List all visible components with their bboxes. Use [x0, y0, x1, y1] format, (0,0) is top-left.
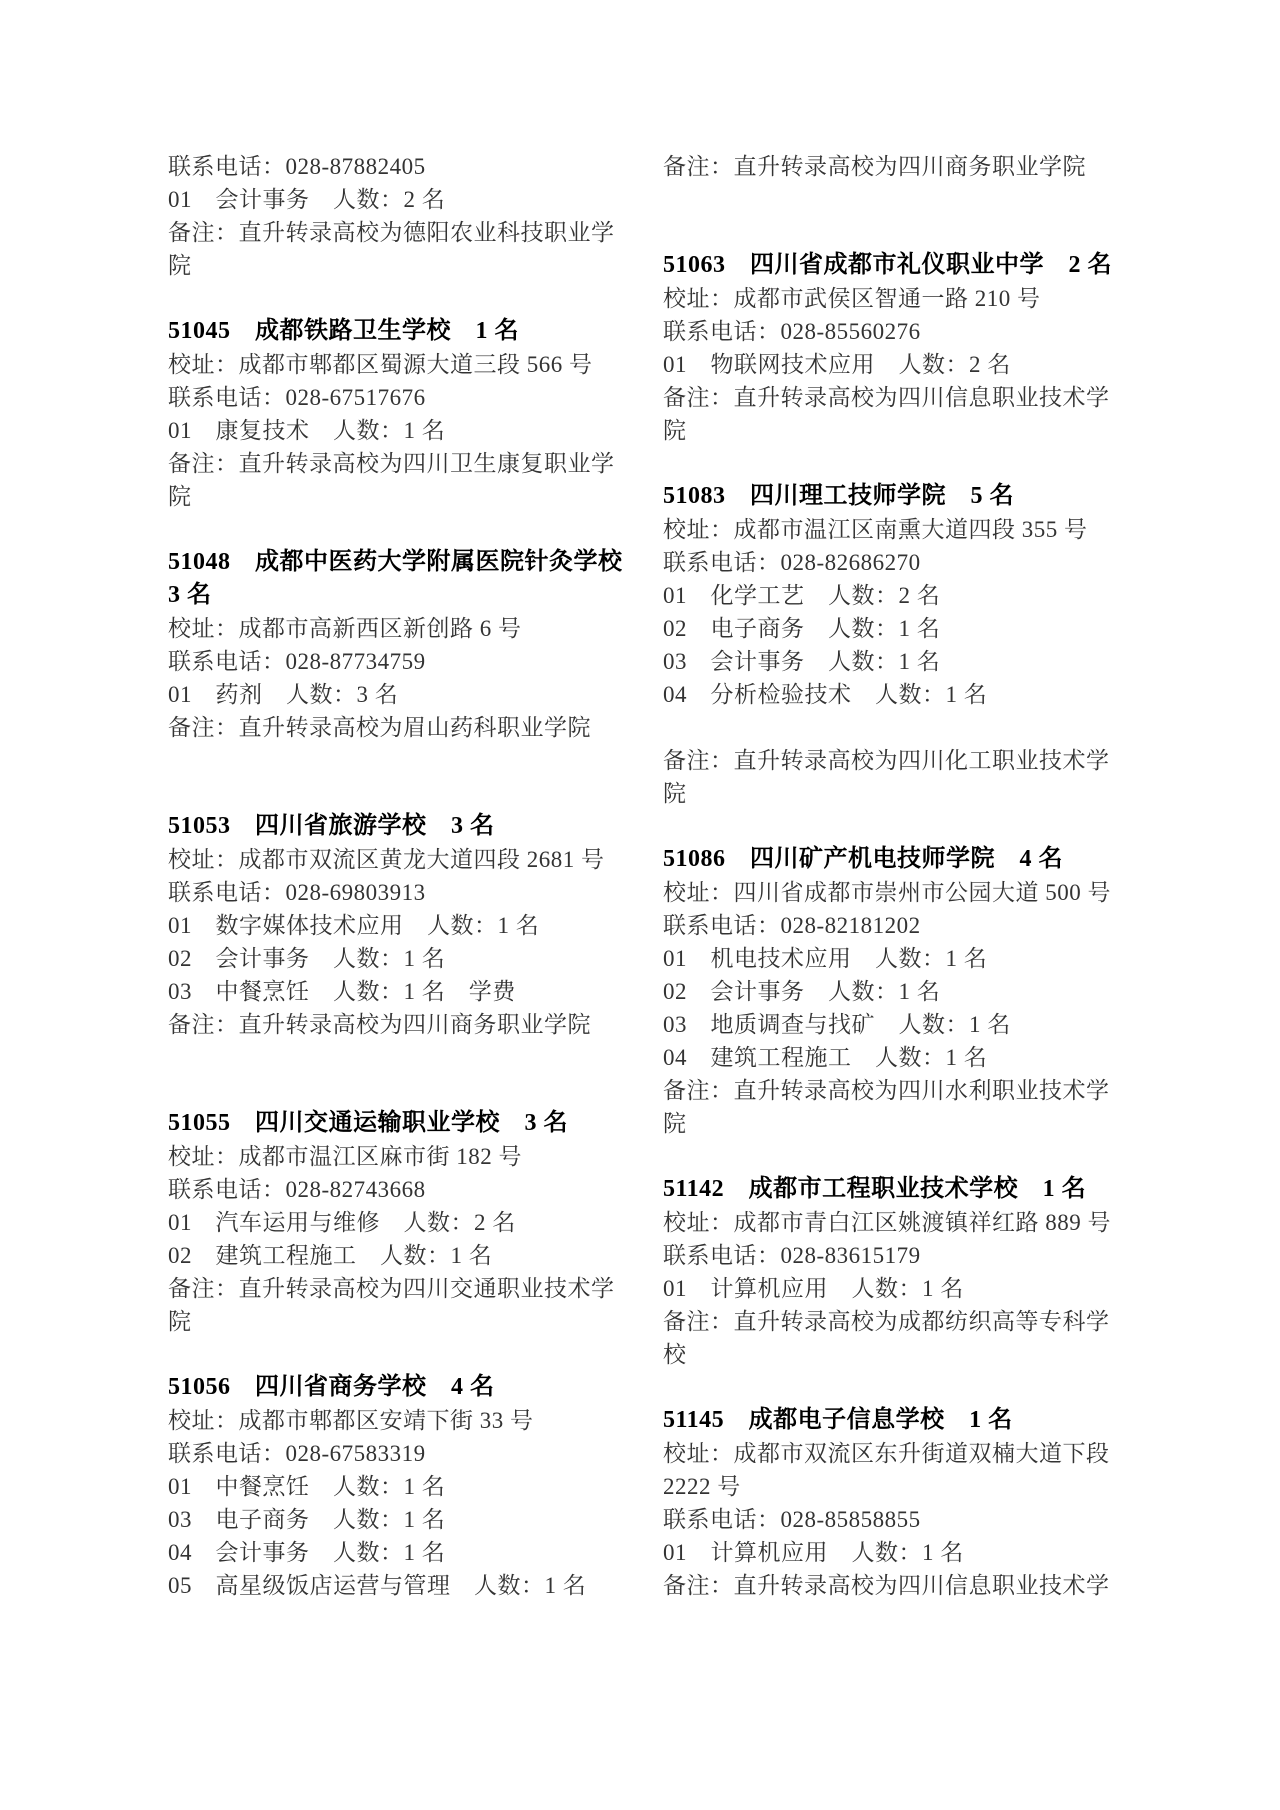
- text-line: 01 数字媒体技术应用 人数：1 名: [168, 913, 540, 938]
- text-line: 联系电话：028-69803913: [168, 880, 426, 905]
- text-line: 校址：成都市郫都区安靖下街 33 号: [168, 1408, 534, 1433]
- school-heading: 3 名: [168, 582, 212, 608]
- text-line: 备注：直升转录高校为四川卫生康复职业学: [168, 451, 615, 476]
- text-line: 03 地质调查与找矿 人数：1 名: [663, 1012, 1011, 1037]
- text-line: 01 计算机应用 人数：1 名: [663, 1540, 964, 1565]
- text-line: 联系电话：028-67583319: [168, 1441, 426, 1466]
- blank-line: [663, 711, 1103, 744]
- text-line: 01 药剂 人数：3 名: [168, 682, 399, 707]
- text-line: 02 会计事务 人数：1 名: [168, 946, 446, 971]
- school-heading: 51055 四川交通运输职业学校 3 名: [168, 1110, 568, 1136]
- text-line: 03 电子商务 人数：1 名: [168, 1507, 446, 1532]
- school-heading: 51056 四川省商务学校 4 名: [168, 1374, 495, 1400]
- school-block: [663, 843, 1111, 1140]
- text-line: 01 计算机应用 人数：1 名: [663, 1276, 964, 1301]
- text-line: 联系电话：028-87734759: [168, 649, 426, 674]
- text-line: 03 会计事务 人数：1 名: [663, 649, 941, 674]
- text-line: 02 会计事务 人数：1 名: [663, 979, 941, 1004]
- text-line: 备注：直升转录高校为四川信息职业技术学: [663, 1573, 1110, 1598]
- continuation-block: [663, 150, 1103, 183]
- text-line: 备注：直升转录高校为德阳农业科技职业学: [168, 220, 615, 245]
- text-line: 01 康复技术 人数：1 名: [168, 418, 446, 443]
- text-line: 联系电话：028-85560276: [663, 319, 921, 344]
- text-line: 01 会计事务 人数：2 名: [168, 187, 446, 212]
- text-line: 院: [168, 1309, 192, 1334]
- text-line: 院: [663, 418, 687, 443]
- school-block: [663, 1404, 1110, 1602]
- text-line: 联系电话：028-83615179: [663, 1243, 921, 1268]
- text-line: 2222 号: [663, 1474, 741, 1499]
- school-block: [168, 810, 630, 1041]
- text-line: 05 高星级饭店运营与管理 人数：1 名: [168, 1573, 587, 1598]
- school-heading: 51086 四川矿产机电技师学院 4 名: [663, 846, 1063, 872]
- text-line: 校址：四川省成都市崇州市公园大道 500 号: [663, 880, 1111, 905]
- text-line: 备注：直升转录高校为四川信息职业技术学: [663, 385, 1110, 410]
- school-heading: 51083 四川理工技师学院 5 名: [663, 483, 1014, 509]
- school-heading: 51142 成都市工程职业技术学校 1 名: [663, 1176, 1087, 1202]
- text-line: 备注：直升转录高校为四川化工职业技术学: [663, 748, 1110, 773]
- text-line: 校址：成都市双流区黄龙大道四段 2681 号: [168, 847, 605, 872]
- text-line: 04 会计事务 人数：1 名: [168, 1540, 446, 1565]
- text-line: 备注：直升转录高校为四川水利职业技术学: [663, 1078, 1110, 1103]
- left-column: [168, 150, 630, 1602]
- text-line: 04 分析检验技术 人数：1 名: [663, 682, 988, 707]
- document-content: [168, 150, 1112, 1602]
- continuation-block: [168, 150, 630, 282]
- school-block: [663, 249, 1112, 447]
- text-line: 校址：成都市双流区东升街道双楠大道下段: [663, 1441, 1110, 1466]
- school-heading: 51053 四川省旅游学校 3 名: [168, 813, 495, 839]
- text-line: 院: [663, 1111, 687, 1136]
- text-line: 备注：直升转录高校为成都纺织高等专科学: [663, 1309, 1110, 1334]
- text-line: 01 机电技术应用 人数：1 名: [663, 946, 988, 971]
- text-line: 备注：直升转录高校为眉山药科职业学院: [168, 715, 591, 740]
- text-line: 04 建筑工程施工 人数：1 名: [663, 1045, 988, 1070]
- right-column: [663, 150, 1112, 1602]
- text-line: 院: [168, 253, 192, 278]
- text-line: 01 化学工艺 人数：2 名: [663, 583, 941, 608]
- school-heading: 51045 成都铁路卫生学校 1 名: [168, 318, 519, 344]
- school-block: [168, 546, 630, 744]
- school-block: [168, 1371, 630, 1602]
- school-heading: 51145 成都电子信息学校 1 名: [663, 1407, 1013, 1433]
- school-block: [663, 1173, 1111, 1371]
- text-line: 联系电话：028-67517676: [168, 385, 426, 410]
- text-line: 03 中餐烹饪 人数：1 名 学费: [168, 979, 516, 1004]
- school-heading: 51063 四川省成都市礼仪职业中学 2 名: [663, 252, 1112, 278]
- text-line: 联系电话：028-82686270: [663, 550, 921, 575]
- text-line: 01 物联网技术应用 人数：2 名: [663, 352, 1011, 377]
- text-line: 备注：直升转录高校为四川交通职业技术学: [168, 1276, 615, 1301]
- text-line: 备注：直升转录高校为四川商务职业学院: [168, 1012, 591, 1037]
- text-line: 校址：成都市青白江区姚渡镇祥红路 889 号: [663, 1210, 1111, 1235]
- text-line: 联系电话：028-87882405: [168, 154, 426, 179]
- text-line: 校址：成都市高新西区新创路 6 号: [168, 616, 522, 641]
- text-line: 01 中餐烹饪 人数：1 名: [168, 1474, 446, 1499]
- school-block: [168, 1107, 630, 1338]
- text-line: 院: [663, 781, 687, 806]
- text-line: 01 汽车运用与维修 人数：2 名: [168, 1210, 516, 1235]
- text-line: 校: [663, 1342, 687, 1367]
- school-block: [168, 315, 630, 513]
- text-line: 校址：成都市郫都区蜀源大道三段 566 号: [168, 352, 593, 377]
- text-line: 院: [168, 484, 192, 509]
- text-line: 联系电话：028-85858855: [663, 1507, 921, 1532]
- text-line: 02 电子商务 人数：1 名: [663, 616, 941, 641]
- school-block: [663, 480, 1110, 810]
- text-line: 校址：成都市温江区麻市街 182 号: [168, 1144, 522, 1169]
- text-line: 备注：直升转录高校为四川商务职业学院: [663, 154, 1086, 179]
- text-line: 联系电话：028-82743668: [168, 1177, 426, 1202]
- text-line: 校址：成都市温江区南熏大道四段 355 号: [663, 517, 1088, 542]
- text-line: 校址：成都市武侯区智通一路 210 号: [663, 286, 1041, 311]
- text-line: 02 建筑工程施工 人数：1 名: [168, 1243, 493, 1268]
- school-heading: 51048 成都中医药大学附属医院针灸学校: [168, 549, 623, 575]
- text-line: 联系电话：028-82181202: [663, 913, 921, 938]
